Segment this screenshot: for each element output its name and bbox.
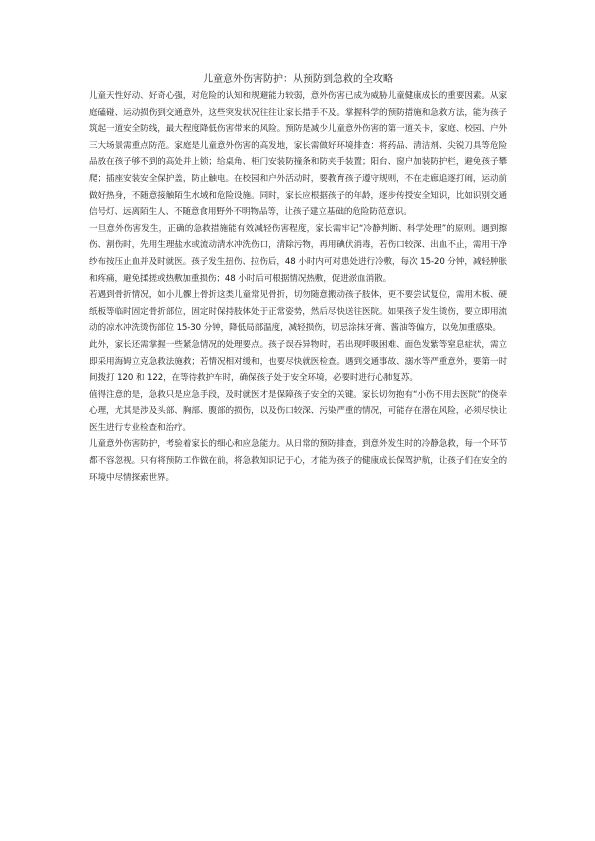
paragraph-first-aid-wounds: 一旦意外伤害发生，正确的急救措施能有效减轻伤害程度，家长需牢记“冷静判断、科学处理”的原则。遇到擦伤、割伤时，先用生理盐水或流动清水冲洗伤口，清除污物，再用碘伏消毒，若伤口较深、出血不止，需用干净纱布按压止血并及时就医。孩子发生扭伤、拉伤后，48 小时内可对患处进行冷敷，每次 15-20 分钟，减轻肿胀和疼痛，避免揉搓或热敷加重损伤；48 小时后可根据情况热敷，促进淤血消散。 [89,223,507,284]
document-page [89,73,507,486]
paragraph-conclusion: 儿童意外伤害防护，考验着家长的细心和应急能力。从日常的预防排查，到意外发生时的冷静急救，每一个环节都不容忽视。只有将预防工作做在前，将急救知识记于心，才能为孩子的健康成长保驾护航，让孩子们在安全的环境中尽情探索世界。 [89,439,507,483]
document-title: 儿童意外伤害防护：从预防到急救的全攻略 [203,74,393,85]
paragraph-seek-medical-care: 值得注意的是，急救只是应急手段，及时就医才是保障孩子安全的关键。家长切勿抱有“小伤不用去医院”的侥幸心理，尤其是涉及头部、胸部、腹部的损伤，以及伤口较深、污染严重的情况，可能存在潜在风险，必须尽快让医生进行专业检查和治疗。 [89,389,507,433]
paragraph-emergencies: 此外，家长还需掌握一些紧急情况的处理要点。孩子误吞异物时，若出现呼吸困难、面色发紫等窒息症状，需立即采用海姆立克急救法施救；若情况相对缓和，也要尽快就医检查。遇到交通事故、溺水等严重意外，要第一时间拨打 120 和 122，在等待救护车时，确保孩子处于安全环境，必要时进行心肺复苏。 [89,339,507,384]
paragraph-prevention: 儿童天性好动、好奇心强，对危险的认知和规避能力较弱，意外伤害已成为威胁儿童健康成长的重要因素。从家庭磕碰、运动损伤到交通意外，这些突发状况往往让家长措手不及。掌握科学的预防措施和急救方法，能为孩子筑起一道安全防线，最大程度降低伤害带来的风险。预防是减少儿童意外伤害的第一道关卡，家庭、校园、户外三大场景需重点防范。家庭是儿童意外伤害的高发地，家长需做好环境排查：将药品、清洁剂、尖锐刀具等危险品放在孩子够不到的高处并上锁；给桌角、柜门安装防撞条和防夹手装置；阳台、窗户加装防护栏，避免孩子攀爬；插座安装安全保护盖，防止触电。在校园和户外活动时，要教育孩子遵守规则，不在走廊追逐打闹，运动前做好热身，不随意接触陌生水域和危险设施。同时，家长应根据孩子的年龄，逐步传授安全知识，比如识别交通信号灯、远离陌生人、不随意食用野外不明物品等，让孩子建立基础的危险防范意识。 [89,91,507,218]
paragraph-fracture-burns: 若遇到骨折情况，如小儿髁上骨折这类儿童常见骨折，切勿随意搬动孩子肢体，更不要尝试复位，需用木板、硬纸板等临时固定骨折部位，固定时保持肢体处于正常姿势，然后尽快送往医院。如果孩子发生烫伤，要立即用流动的凉水冲洗烫伤部位 15-30 分钟，降低局部温度，减轻损伤，切忌涂抹牙膏、酱油等偏方，以免加重感染。 [89,290,507,334]
